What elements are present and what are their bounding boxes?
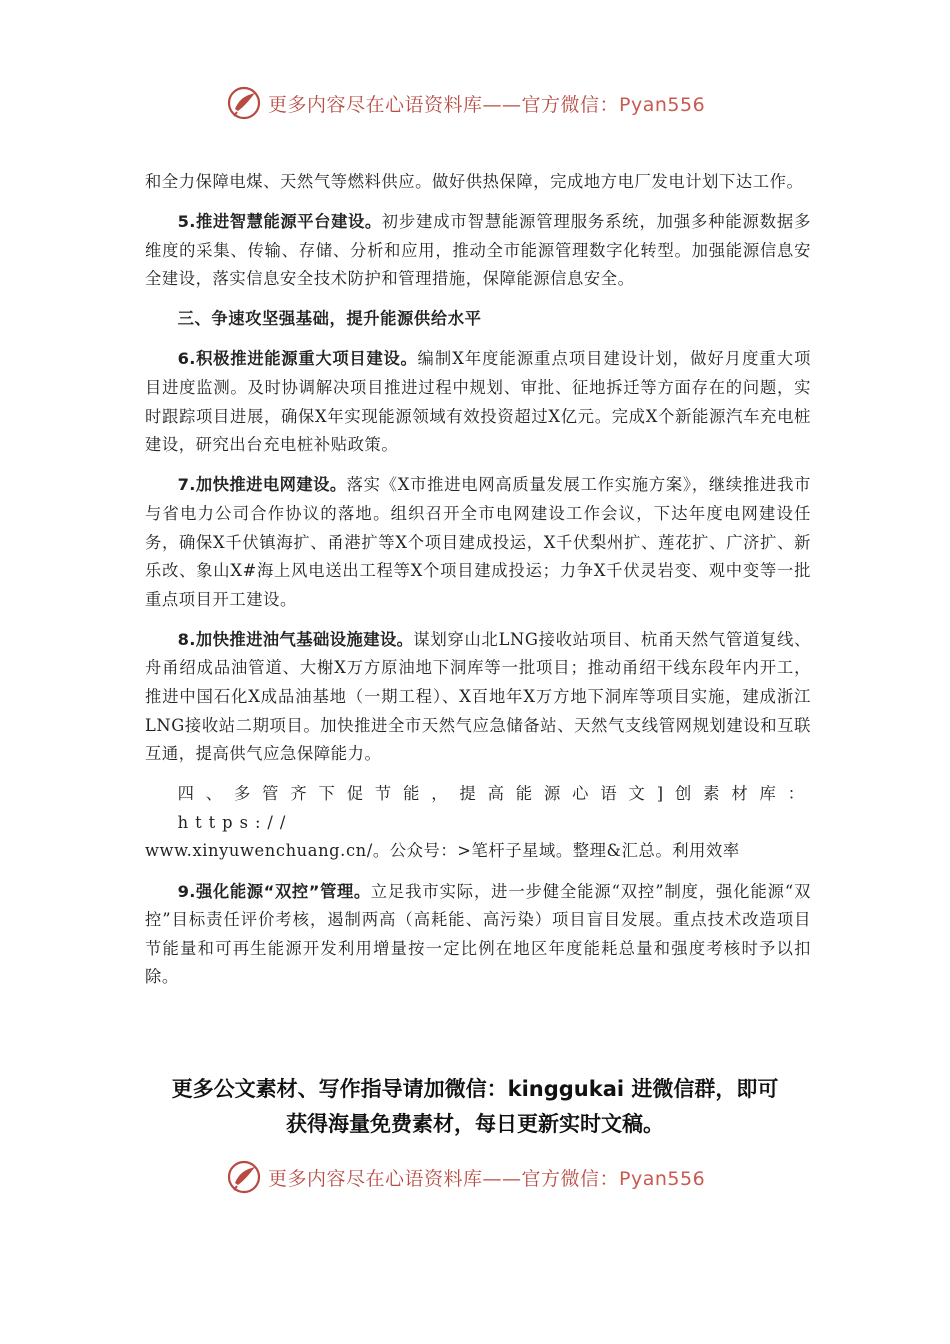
item-5-body: 初步建成市智慧能源管理服务系统，加强多种能源数据多维度的采集、传输、存储、分析和应用，推动全市能源管理数字化转型。加强能源信息安全建设，落实信息安全技术防护和管理措施，保障能源信息安全。 [145, 212, 811, 289]
paragraph-item-8 [145, 626, 811, 769]
footer-banner-text [268, 1164, 705, 1191]
banner-wechat-id: Pyan556 [619, 93, 706, 116]
banner-site-name: 更多内容尽在心语资料库 [268, 93, 483, 116]
item-6-body: 编制X年度能源重点项目建设计划，做好月度重大项目进度监测。及时协调解决项目推进过程中规划、审批、征地拆迁等方面存在的问题，实时跟踪项目进展，确保X年实现能源领域有效投资超过X亿元。完成X个新能源汽车充电桩建设，研究出台充电桩补贴政策。 [145, 349, 811, 455]
header-banner-text [268, 90, 705, 117]
logo-icon [226, 85, 262, 121]
section-4-line-2: www.xinyuwenchuang.cn/。公众号：>笔杆子星域。整理&汇总。利用效率 [145, 841, 740, 861]
section-4-line-1: 四、多管齐下促节能，提高能源心语文]创素材库：https:// [177, 784, 811, 832]
paragraph-item-6 [145, 345, 811, 459]
banner-separator: —— [482, 93, 522, 116]
paragraph-item-7 [145, 471, 811, 614]
paragraph-continuation: 和全力保障电煤、天然气等燃料供应。做好供热保障，完成地方电厂发电计划下达工作。 [145, 172, 804, 191]
promo-block [120, 1072, 830, 1142]
banner-separator: —— [482, 1167, 522, 1190]
banner-wechat-id: Pyan556 [619, 1167, 706, 1190]
item-7-title: 7.加快推进电网建设。 [177, 475, 347, 495]
logo-icon [226, 1159, 262, 1195]
item-9-title: 9.强化能源“双控”管理。 [177, 881, 371, 901]
banner-wechat-label: 官方微信： [521, 93, 620, 116]
banner-wechat-label: 官方微信： [521, 1167, 620, 1190]
banner-site-name: 更多内容尽在心语资料库 [268, 1167, 483, 1190]
section-4-watermark-paragraph [145, 780, 811, 866]
item-5-title: 5.推进智慧能源平台建设。 [177, 212, 382, 232]
document-body [145, 168, 811, 1003]
item-9-body: 立足我市实际，进一步健全能源“双控”制度，强化能源“双控”目标责任评价考核，遏制两高（高耗能、高污染）项目盲目发展。重点技术改造项目节能量和可再生能源开发利用增量按一定比例在地区年度能耗总量和强度考核时予以扣除。 [145, 881, 811, 987]
section-heading-3: 三、争速攻坚强基础，提升能源供给水平 [177, 309, 482, 329]
promo-line-1: 更多公文素材、写作指导请加微信：kinggukai 进微信群，即可 [171, 1077, 779, 1101]
paragraph-item-9 [145, 878, 811, 992]
item-6-title: 6.积极推进能源重大项目建设。 [177, 349, 418, 369]
paragraph-item-5 [145, 208, 811, 294]
item-8-title: 8.加快推进油气基础设施建设。 [177, 629, 414, 649]
header-banner [226, 83, 726, 123]
item-7-body: 落实《X市推进电网高质量发展工作实施方案》，继续推进我市与省电力公司合作协议的落地。组织召开全市电网建设工作会议，下达年度电网建设任务，确保X千伏镇海扩、甬港扩等X个项目建成投运，X千伏梨州扩、莲花扩、广济扩、新乐改、象山X#海上风电送出工程等X个项目建成投运；力争X千伏灵岩变、观中变等一批重点项目开工建设。 [145, 475, 811, 609]
item-8-body: 谋划穿山北LNG接收站项目、杭甬天然气管道复线、舟甬绍成品油管道、大榭X万方原油地下洞库等一批项目；推动甬绍干线东段年内开工，推进中国石化X成品油基地（一期工程）、X百地年X万方地下洞库等项目实施，建成浙江LNG接收站二期项目。加快推进全市天然气应急储备站、天然气支线管网规划建设和互联互通，提高供气应急保障能力。 [145, 629, 812, 764]
footer-banner [226, 1157, 726, 1197]
promo-line-2: 获得海量免费素材，每日更新实时文稿。 [286, 1112, 664, 1136]
